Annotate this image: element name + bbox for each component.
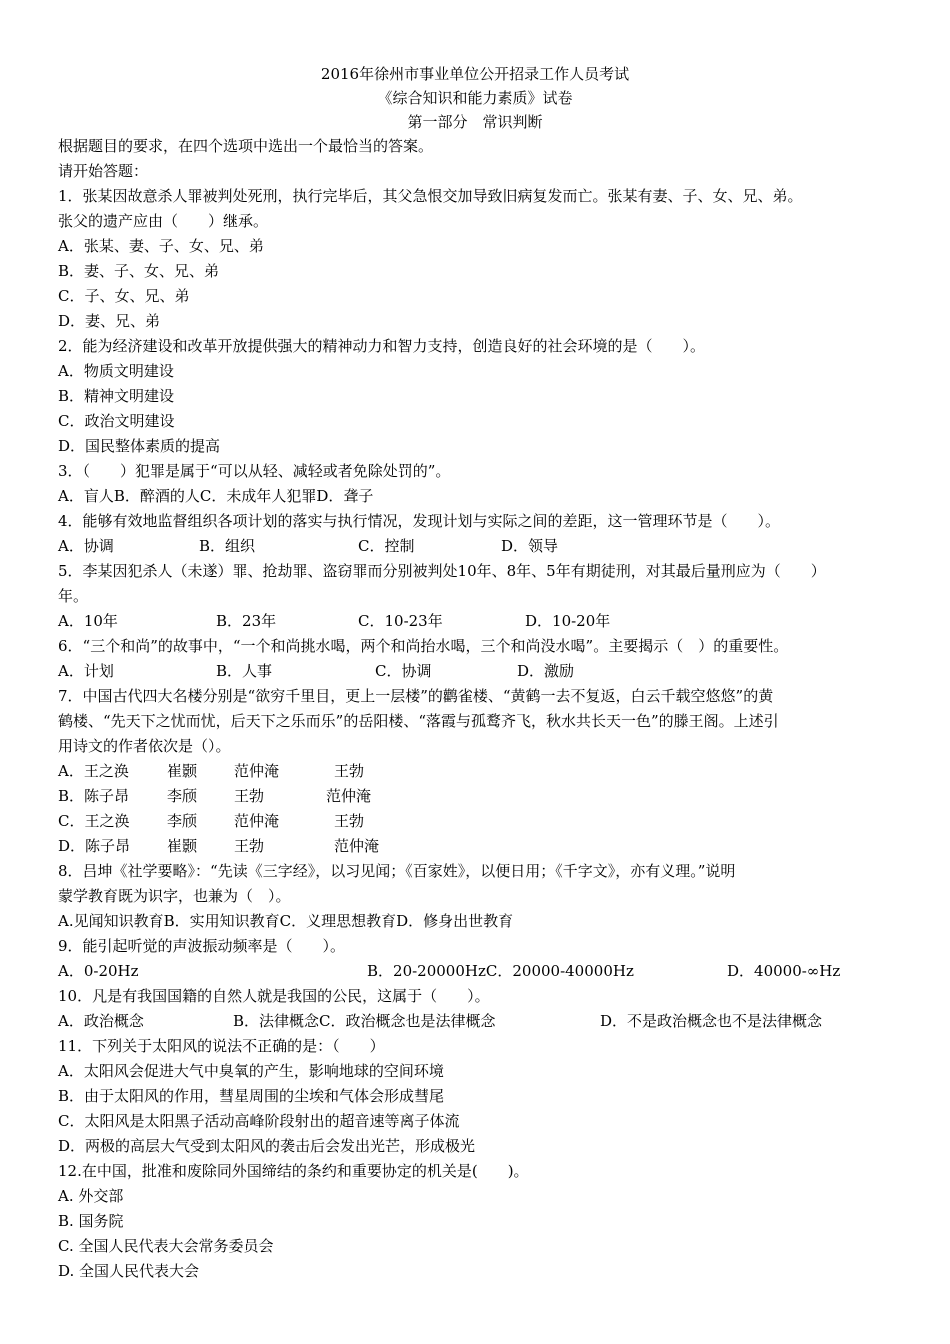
question-12-option-b: B. 国务院 <box>58 1212 124 1230</box>
question-7-option-c-author-2: 李颀 <box>167 812 198 830</box>
question-7-stem-cont: 鹤楼、“先天下之忧而忧，后天下之乐而乐”的岳阳楼、“落霞与孤鹜齐飞，秋水共长天一色”的滕王阁。上述引 <box>58 712 779 730</box>
question-11-stem: 11．下列关于太阳风的说法不正确的是：（ ） <box>58 1037 385 1055</box>
question-7-stem-cont2: 用诗文的作者依次是（）。 <box>58 737 231 755</box>
question-7-option-c-author-4: 王勃 <box>334 812 365 830</box>
question-1-stem-cont: 张父的遗产应由（ ）继承。 <box>58 212 269 230</box>
instruction-text: 根据题目的要求，在四个选项中选出一个最恰当的答案。 <box>58 137 434 155</box>
question-7-option-c: C．王之涣 <box>58 812 130 830</box>
question-5-option-b: B．23年 <box>216 612 277 630</box>
question-4-option-d: D．领导 <box>501 537 559 555</box>
question-5-stem: 5．李某因犯杀人（未遂）罪、抢劫罪、盗窃罪而分别被判处10年、8年、5年有期徒刑，对其最后量刑应为（ ） <box>58 562 826 580</box>
question-12-option-a: A. 外交部 <box>58 1187 124 1205</box>
question-11-option-c: C．太阳风是太阳黑子活动高峰阶段射出的超音速等离子体流 <box>58 1112 460 1130</box>
exam-subtitle: 《综合知识和能力素质》试卷 <box>377 89 573 107</box>
question-7-option-b-author-2: 李颀 <box>167 787 198 805</box>
question-9-option-d: D．40000-∞Hz <box>727 962 841 980</box>
question-9-option-a: A．0-20Hz <box>58 962 139 980</box>
question-2-option-c: C．政治文明建设 <box>58 412 175 430</box>
question-8-stem-cont: 蒙学教育既为识字，也兼为（ ）。 <box>58 887 291 905</box>
question-4-option-b: B．组织 <box>199 537 256 555</box>
question-11-option-a: A．太阳风会促进大气中臭氧的产生，影响地球的空间环境 <box>58 1062 444 1080</box>
question-3-stem: 3．（ ）犯罪是属于“可以从轻、减轻或者免除处罚的”。 <box>58 462 451 480</box>
question-7-option-c-author-3: 范仲淹 <box>234 812 280 830</box>
question-6-option-a: A．计划 <box>58 662 114 680</box>
section-heading: 第一部分 常识判断 <box>407 113 543 131</box>
question-7-option-d: D．陈子昂 <box>58 837 131 855</box>
question-1-option-b: B．妻、子、女、兄、弟 <box>58 262 220 280</box>
question-10-option-a: A．政治概念 <box>58 1012 144 1030</box>
question-2-option-a: A．物质文明建设 <box>58 362 174 380</box>
question-10-option-d: D．不是政治概念也不是法律概念 <box>600 1012 823 1030</box>
exam-title: 2016年徐州市事业单位公开招录工作人员考试 <box>320 65 630 83</box>
question-1-option-a: A．张某、妻、子、女、兄、弟 <box>58 237 264 255</box>
question-11-option-d: D．两极的高层大气受到太阳风的袭击后会发出光芒，形成极光 <box>58 1137 476 1155</box>
question-10-option-bc: B．法律概念C．政治概念也是法律概念 <box>233 1012 496 1030</box>
question-4-option-c: C．控制 <box>358 537 415 555</box>
question-7-option-a-author-2: 崔颢 <box>167 762 198 780</box>
question-7-option-b-author-3: 王勃 <box>234 787 265 805</box>
question-4-stem: 4．能够有效地监督组织各项计划的落实与执行情况，发现计划与实际之间的差距，这一管理环节是（ ）。 <box>58 512 781 530</box>
question-7-option-a: A．王之涣 <box>58 762 129 780</box>
question-11-option-b: B．由于太阳风的作用，彗星周围的尘埃和气体会形成彗尾 <box>58 1087 445 1105</box>
question-6-option-c: C．协调 <box>375 662 432 680</box>
question-7-option-a-author-4: 王勃 <box>334 762 365 780</box>
question-4-option-a: A．协调 <box>58 537 114 555</box>
question-3-options: A．盲人B．醉酒的人C．未成年人犯罪D．聋子 <box>58 487 374 505</box>
question-7-option-d-author-2: 崔颢 <box>167 837 198 855</box>
question-5-option-d: D．10-20年 <box>525 612 611 630</box>
question-1-option-c: C．子、女、兄、弟 <box>58 287 190 305</box>
question-6-option-b: B．人事 <box>216 662 273 680</box>
question-7-option-b: B．陈子昂 <box>58 787 130 805</box>
start-text: 请开始答题： <box>58 162 149 180</box>
question-10-stem: 10．凡是有我国国籍的自然人就是我国的公民，这属于（ ）。 <box>58 987 490 1005</box>
question-6-stem: 6．“三个和尚”的故事中，“一个和尚挑水喝，两个和尚抬水喝，三个和尚没水喝”。主要揭示（ ）的重要性。 <box>58 637 789 655</box>
question-7-option-a-author-3: 范仲淹 <box>234 762 280 780</box>
question-2-option-d: D．国民整体素质的提高 <box>58 437 221 455</box>
question-5-option-a: A．10年 <box>58 612 118 630</box>
question-7-option-b-author-4: 范仲淹 <box>326 787 372 805</box>
question-6-option-d: D．激励 <box>517 662 575 680</box>
question-7-option-d-author-3: 王勃 <box>234 837 265 855</box>
question-1-stem: 1．张某因故意杀人罪被判处死刑，执行完毕后，其父急恨交加导致旧病复发而亡。张某有妻、子、女、兄、弟。 <box>58 187 803 205</box>
question-2-stem: 2．能为经济建设和改革开放提供强大的精神动力和智力支持，创造良好的社会环境的是（ ）。 <box>58 337 706 355</box>
question-9-option-bc: B．20-20000HzC．20000-40000Hz <box>367 962 634 980</box>
question-5-stem-cont: 年。 <box>58 587 89 605</box>
question-8-stem: 8．吕坤《社学要略》：“先读《三字经》，以习见闻；《百家姓》，以便日用；《千字文》，亦有义理。”说明 <box>58 862 736 880</box>
question-12-option-c: C. 全国人民代表大会常务委员会 <box>58 1237 274 1255</box>
question-12-option-d: D. 全国人民代表大会 <box>58 1262 200 1280</box>
question-2-option-b: B．精神文明建设 <box>58 387 175 405</box>
question-5-option-c: C．10-23年 <box>358 612 443 630</box>
question-8-options: A.见闻知识教育B．实用知识教育C．义理思想教育D．修身出世教育 <box>58 912 514 930</box>
question-7-option-d-author-4: 范仲淹 <box>334 837 380 855</box>
question-7-stem: 7．中国古代四大名楼分别是“欲穷千里目，更上一层楼”的鹳雀楼、“黄鹤一去不复返，白云千载空悠悠”的黄 <box>58 687 774 705</box>
question-1-option-d: D．妻、兄、弟 <box>58 312 161 330</box>
question-12-stem: 12.在中国，批准和废除同外国缔结的条约和重要协定的机关是( )。 <box>58 1162 529 1180</box>
question-9-stem: 9．能引起听觉的声波振动频率是（ ）。 <box>58 937 346 955</box>
